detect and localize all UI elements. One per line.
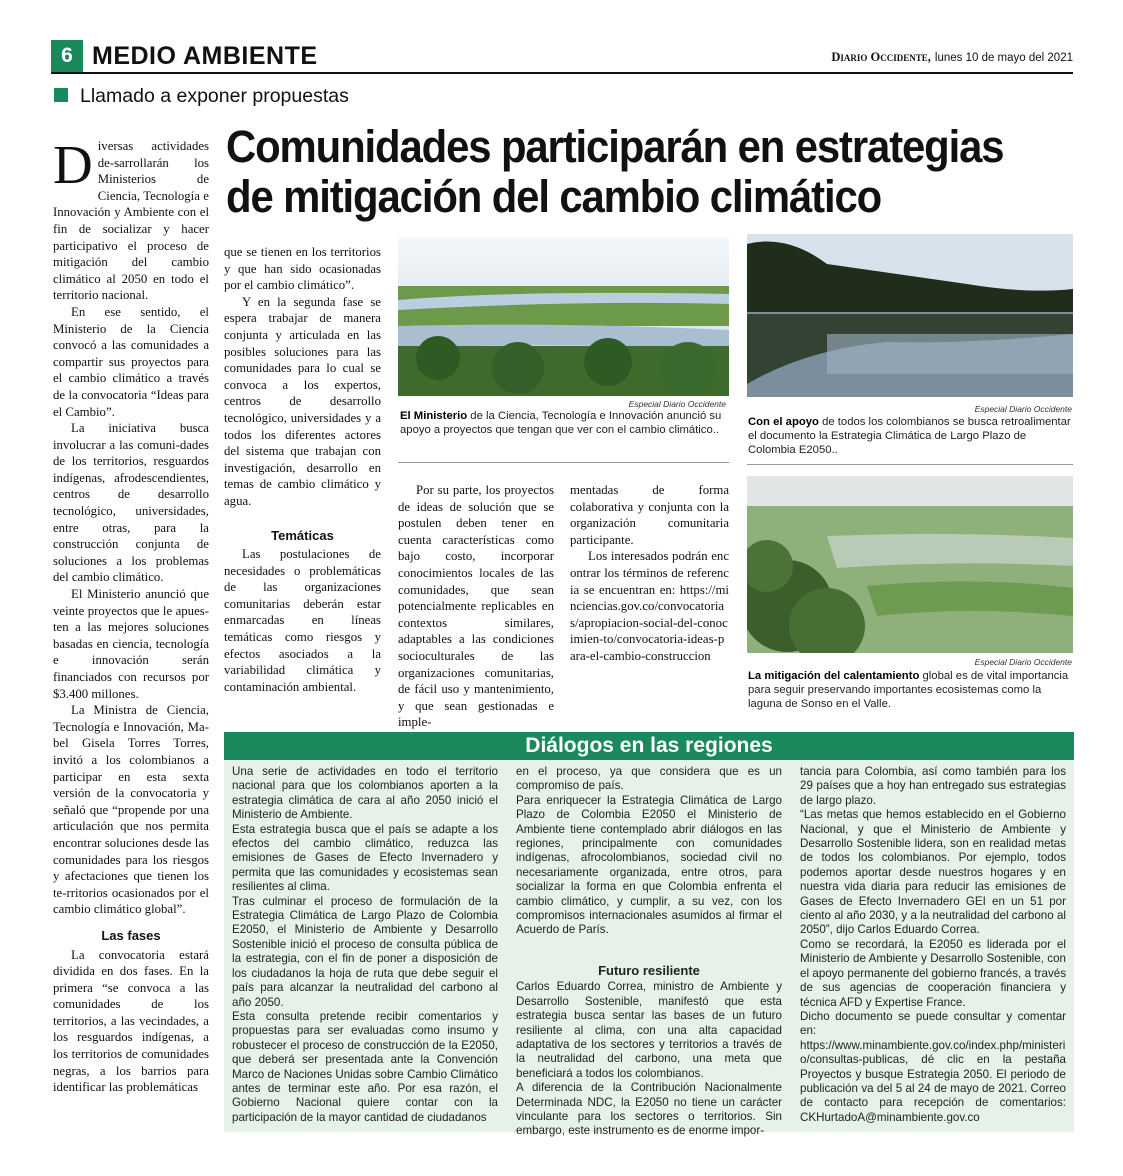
caption-rule (398, 462, 729, 463)
sidebar-paragraph: A diferencia de la Contribución Nacionalmente Determinada NDC, la E2050 no tiene un carácter vinculante para los sectores o territorios. Sin embargo, este instrumento es de enorme impor- (516, 1081, 782, 1138)
tematicas-paragraph: Las postulaciones de necesidades o problemáticas de las organizaciones comunitarias deberán estar enmarcadas en líneas temáticas como riesgos y efectos asociados a la variabilidad climática y contaminación ambiental. (224, 547, 381, 694)
col1-paragraph: El Ministerio anunció que veinte proyectos que le apues-ten a las mejores soluciones basadas en ciencia, tecnología e innovación serán financiados con recursos por $3.400 millones. (53, 587, 209, 701)
sidebar-col-1 (232, 765, 498, 1125)
photo-credit: Especial Diario Occidente (974, 404, 1072, 414)
headline (226, 122, 1017, 222)
caption-lead: La mitigación del calentamiento (748, 670, 920, 682)
caption-text: global es de vital importancia para seguir preservando importantes ecosistemas como la laguna de Sonso en el Valle. (748, 670, 1069, 710)
col2-paragraph: que se tienen en los territorios y que han sido ocasionadas por el cambio climático”. (224, 245, 381, 293)
fases-subhead: Las fases (101, 927, 161, 943)
sidebar-paragraph: Dicho documento se puede consultar y comentar en: https://www.minambiente.gov.co/index.php/ministerio/consultas-publicas, dé clic en la pestaña Proyectos y busque Estrategia 2050. El periodo de publicación va del 5 al 24 de mayo de 2021. Correo de contacto para recepción de comentarios: CKHurtadoA@minambiente.gov.co (800, 1009, 1066, 1124)
kicker-square (54, 88, 68, 102)
col1-paragraph: La Ministra de Ciencia, Tecnología e Innovación, Ma-bel Gisela Torres Torres, invitó a los colombianos a participar en esta sexta versión de la convocatoria y señaló que “propende por una articulación que nos permita encontrar soluciones desde las comunidades para los riesgos y afectaciones que tienen los te-rritorios ocasionados por el cambio climático global”. (53, 703, 209, 917)
sidebar-paragraph: Carlos Eduardo Correa, ministro de Ambiente y Desarrollo Sostenible, manifestó que esta estrategia busca sentar las bases de un futuro resiliente al clima, con una alta capacidad adaptativa de los sectores y territorios a través de la neutralidad del carbono, una meta que beneficiará a todos los colombianos. (516, 980, 782, 1080)
dropcap: D (53, 134, 93, 195)
sidebar-paragraph: tancia para Colombia, así como también para los 29 países que a hoy han entregado sus estrategias de largo plazo. (800, 765, 1066, 807)
col4-paragraph: mentadas de forma colaborativa y conjunta con la organización comunitaria participante. (570, 483, 729, 547)
sidebar-paragraph: Como se recordará, la E2050 es liderada por el Ministerio de Ambiente y Desarrollo Sostenible, con el apoyo permanente del gobierno francés, a través de sus agencias de cooperación financiera y técnica AFD y Expertise France. (800, 937, 1066, 1009)
photo-river-landscape (398, 238, 729, 396)
headline-line-2: de mitigación del cambio climático (226, 171, 882, 222)
caption-text: de la Ciencia, Tecnología e Innovación anunció su apoyo a proyectos que tengan que ver con el cambio climático.. (400, 410, 722, 436)
article-col-4 (570, 482, 729, 665)
photo-river-landscape-image (398, 238, 729, 396)
col4-paragraph: Los interesados podrán encontrar los términos de referencia se encuentran en: https://minciencias.gov.co/convocatorias/apropiacion-social-del-conocimien-to/convocatoria-ideas-para-el-cambio-construccion (570, 549, 729, 663)
sidebar-paragraph: Una serie de actividades en todo el territorio nacional para que los colombianos aporten a la estrategia climática de cara al año 2050 inició el Ministerio de Ambiente. (232, 765, 498, 822)
page-number: 6 (61, 44, 73, 67)
photo-wetland-valley (747, 476, 1073, 653)
photo-caption (748, 415, 1073, 457)
col3-paragraph: Por su parte, los proyectos de ideas de solución que se postulen deben tener en cuenta características como bajo costo, incorporar conocimientos locales de las comunidades, que sean potencialmente replicables en contextos similares, adaptables a las condiciones socioculturales de las organizaciones comunitarias, de fácil uso y mantenimiento, y que sean gestionadas e imple- (398, 483, 554, 730)
sidebar-paragraph: en el proceso, ya que considera que es un compromiso de país. (516, 765, 782, 793)
issue-date: lunes 10 de mayo del 2021 (934, 52, 1073, 64)
sidebar-title: Diálogos en las regiones (525, 734, 773, 757)
sidebar-col-3 (800, 765, 1066, 1125)
caption-rule (747, 464, 1073, 465)
caption-lead: Con el apoyo (748, 416, 819, 428)
sidebar-paragraph: Tras culminar el proceso de formulación de la Estrategia Climática de Largo Plazo de Colombia E2050, el Ministerio de Ambiente y Desarrollo Sostenible inició el proceso de consulta pública de la estrategia, con el fin de poner a disposición de los ciudadanos la hoja de ruta que debe seguir el país para alcanzar la neutralidad del carbono al año 2050. (232, 894, 498, 1009)
photo-lagoon-reflection-image (747, 234, 1073, 397)
header-rule (51, 72, 1073, 74)
kicker: Llamado a exponer propuestas (80, 85, 349, 107)
photo-lagoon-reflection (747, 234, 1073, 397)
article-col-1 (53, 134, 209, 1096)
fases-paragraph: La convocatoria estará dividida en dos fases. En la primera “se convoca a las comunidades de los territorios, a las vecindades, a los resguardos indígenas, a los territorios de comunidades negras, a los barrios para identificar las problemáticas (53, 947, 209, 1095)
sidebar-paragraph: Esta estrategia busca que el país se adapte a los efectos del cambio climático, reduzca las emisiones de Gases de Efecto Invernadero y permita que las comunidades y ecosistemas sean resilientes al clima. (232, 822, 498, 894)
photo-credit: Especial Diario Occidente (974, 657, 1072, 667)
col1-paragraph: iversas actividades de-sarrollarán los Ministerios de Ciencia, Tecnología e Innovación y Ambiente con el fin de socializar y hacer participativo el proceso de mitigación del cambio climático al 2050 en todo el territorio nacional. (53, 139, 209, 303)
headline-line-1: Comunidades participarán en estrategias (226, 121, 1004, 172)
article-col-3 (398, 482, 554, 731)
col2-paragraph: Y en la segunda fase se espera trabajar de manera conjunta y articulada en las posibles soluciones para las comunidades para lo cual se convoca a los expertos, centros de desarrollo tecnológico, universidades y a todos los diferentes actores del sistema que trabajan con investigación, desarrollo en temas de cambio climático y agua. (224, 294, 381, 508)
photo-credit: Especial Diario Occidente (628, 399, 726, 409)
futuro-subhead: Futuro resiliente (598, 962, 700, 978)
photo-caption (400, 409, 726, 437)
caption-text: de todos los colombianos se busca retroalimentar el documento la Estrategia Climática de Largo Plazo de Colombia E2050.. (748, 416, 1071, 456)
header-publication-line (831, 48, 1073, 66)
photo-caption (748, 669, 1073, 711)
col1-paragraph: En ese sentido, el Ministerio de la Ciencia convocó a las comunidades a compartir sus proyectos para el cambio climático a través de la convocatoria “Ideas para el Cambio”. (53, 304, 209, 419)
tematicas-subhead: Temáticas (271, 527, 334, 543)
section-title: MEDIO AMBIENTE (92, 42, 318, 70)
photo-wetland-valley-image (747, 476, 1073, 653)
caption-lead: El Ministerio (400, 410, 468, 422)
col1-paragraph: La iniciativa busca involucrar a las comuni-dades de los territorios, resguardos indígenas, afrodescendientes, centros de desarrollo tecnológico, universidades, entre otras, para la construcción conjunta de soluciones a los problemas del cambio climático. (53, 421, 209, 585)
publication-name: Diario Occidente, (831, 50, 931, 64)
sidebar-col-2 (516, 765, 782, 1139)
sidebar-paragraph: “Las metas que hemos establecido en el Gobierno Nacional, y que el Ministerio de Ambiente y Desarrollo Sostenible lidera, son en realidad metas de todos los colombianos. Por ejemplo, todos podemos aportar desde nuestros hogares y en nuestra vida diaria para reducir las emisiones de Gases de Efecto Invernadero GEI en un 51 por ciento al año 2030, y a la neutralidad del carbono al 2050”, dijo Carlos Eduardo Correa. (800, 808, 1066, 937)
sidebar-paragraph: Esta consulta pretende recibir comentarios y propuestas para ser evaluadas como insumo y robustecer el proceso de construcción de la E2050, que deberá ser presentada ante la Convención Marco de Naciones Unidas sobre Cambio Climático antes de terminar este año. Por esa razón, el Gobierno Nacional quiere contar con la participación de la mayor cantidad de ciudadanos (232, 1009, 498, 1124)
article-col-2 (224, 244, 381, 695)
sidebar-paragraph: Para enriquecer la Estrategia Climática de Largo Plazo de Colombia E2050 el Ministerio de Ambiente tiene contemplado abrir diálogos en las regiones, principalmente con comunidades indígenas, afrocolombianos, sociedad civil no necesariamente organizada, entre otros, para socializar la forma en que Colombia enfrenta el cambio climático, y cumplir, a su vez, con los compromisos internacionales asumidos al firmar el Acuerdo de París. (516, 793, 782, 937)
